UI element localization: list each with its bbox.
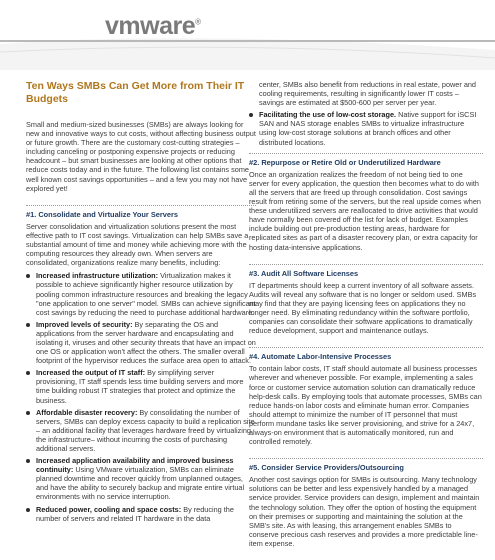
section-5-paragraph: Another cost savings option for SMBs is outsourcing. Many technology solutions can be better and less expensively handled by a managed service provider. Service providers can design, implement and maintain the technology solution. They offer the option of hosting the equipment on their premises or supporting and maintaining the solution at the SMB's site. As with leasing, this arrangement enables SMBs to conserve precious cash reserves and provides a more predictable line-item expense. (249, 475, 480, 548)
section-heading-2: #2. Repurpose or Retire Old or Underutilized Hardware (249, 157, 441, 167)
section-divider (249, 153, 483, 154)
left-column (26, 78, 256, 529)
continued-paragraph: center, SMBs also benefit from reductions in real estate, power and cooling requirements, resulting in significantly lower IT costs – savings are estimated at $500-600 per server per year. (259, 80, 476, 108)
list-item: Affordable disaster recovery: By consolidating the number of servers, SMBs can deploy excess capacity to build a replication site – an additional facility that leverages hardware freed by virtualizing the infrastructure– without incurring the costs of purchasing additional servers. (26, 408, 256, 453)
page-header (0, 0, 495, 70)
right-column (249, 80, 483, 560)
list-item: Increased application availability and improved business continuity: Using VMware virtualization, SMBs can eliminate planned downtime and recover quickly from unplanned outages, and have the ability to securely backup and migrate entire virtual environments with no service interruption. (26, 456, 256, 501)
vmware-logo: vmware® (105, 12, 201, 40)
section-heading-3: #3. Audit All Software Licenses (249, 268, 359, 278)
section-divider (249, 264, 483, 265)
section-4-paragraph: To contain labor costs, IT staff should automate all business processes wherever and whenever possible. For example, implementing a sales force or customer service automation solution can dramatically reduce help-desk calls. By employing tools that automate processes, SMBs can reduce hands-on labor costs and eliminate human error. Companies should attempt to minimize the number of IT personnel that must perform mundane tasks like server provisioning, and strive for a 24x7, always-on environment that is automatically monitored, run and controlled remotely. (249, 364, 482, 447)
intro-paragraph: Small and medium-sized businesses (SMBs) are always looking for new and innovative ways to cut costs, without affecting business output or future growth. There are the customary cost-cutting strategies – including canceling or postponing expensive projects or reducing headcount – but smart businesses are looking at other options that reduce costs today and in the future. The following list contains some well known cost savings opportunities – and a few you may not have explored yet! (26, 120, 256, 193)
section-1-paragraph: Server consolidation and virtualization solutions present the most effective path to IT cost savings. Virtualization can help SMBs save a substantial amount of time and money while achieving more with the computing resources they already own. When servers are consolidated, organizations realize many benefits, including: (26, 221, 249, 268)
list-item: Improved levels of security: By separating the OS and applications from the server hardware and encapsulating and isolating it, viruses and other security threats that have an impact on one OS or application won't affect the others. The smaller overall footprint of the hypervisor reduces the surface area open to attack. (26, 320, 256, 365)
section-divider (249, 347, 483, 348)
list-item: Increased infrastructure utilization: Virtualization makes it possible to achieve significantly higher resource utilization by pooling common infrastructure resources and breaking the legacy "one application to one server" model. SMBs can achieve significant cost savings by reducing the need to purchase additional hardware. (26, 271, 256, 316)
header-background (0, 0, 495, 70)
section-3-paragraph: IT departments should keep a current inventory of all software assets. Audits will reveal any software that is no longer or seldom used. SMBs may find that they are paying licensing fees on applications they no longer need. By eliminating redundancy within the software portfolio, companies can consolidate their software applications to dramatically reduce development, support and maintenance outlays. (249, 280, 477, 336)
document-title: Ten Ways SMBs Can Get More from Their IT Budgets (26, 80, 245, 105)
section-divider (249, 458, 483, 459)
list-item: Facilitating the use of low-cost storage. Native support for iSCSI SAN and NAS storage enables SMBs to virtualize infrastructure using low-cost storage solutions at branch offices and other distributed locations. (249, 110, 483, 146)
header-rule (0, 40, 495, 42)
section-heading-5: #5. Consider Service Providers/Outsourcing (249, 463, 404, 473)
header-swoosh-graphic (0, 0, 495, 70)
storage-list (249, 110, 483, 146)
section-heading-1: #1. Consolidate and Virtualize Your Servers (26, 209, 178, 219)
list-item: Increased the output of IT staff: By simplifying server provisioning, IT staff spends less time building servers and more time building robust IT strategies that protect and optimize the business. (26, 368, 256, 404)
benefits-list (26, 271, 256, 522)
section-heading-4: #4. Automate Labor-Intensive Processes (249, 352, 392, 362)
section-divider (26, 205, 256, 206)
list-item: Reduced power, cooling and space costs: By reducing the number of servers and related IT hardware in the data (26, 505, 256, 523)
section-2-paragraph: Once an organization realizes the freedom of not being tied to one server for every application, the question then becomes what to do with all the servers that are freed up through consolidation. Cost savings result from retiring some of the servers, but the real upside comes when these underutilized servers are reallocated to drive activities that would have normally been covered off the list for lack of budget. Examples include building out pre-production testing areas, hardware for replicated sites as part of a disaster recovery plan, or extra capacity for hosting data-intensive applications. (249, 169, 481, 252)
